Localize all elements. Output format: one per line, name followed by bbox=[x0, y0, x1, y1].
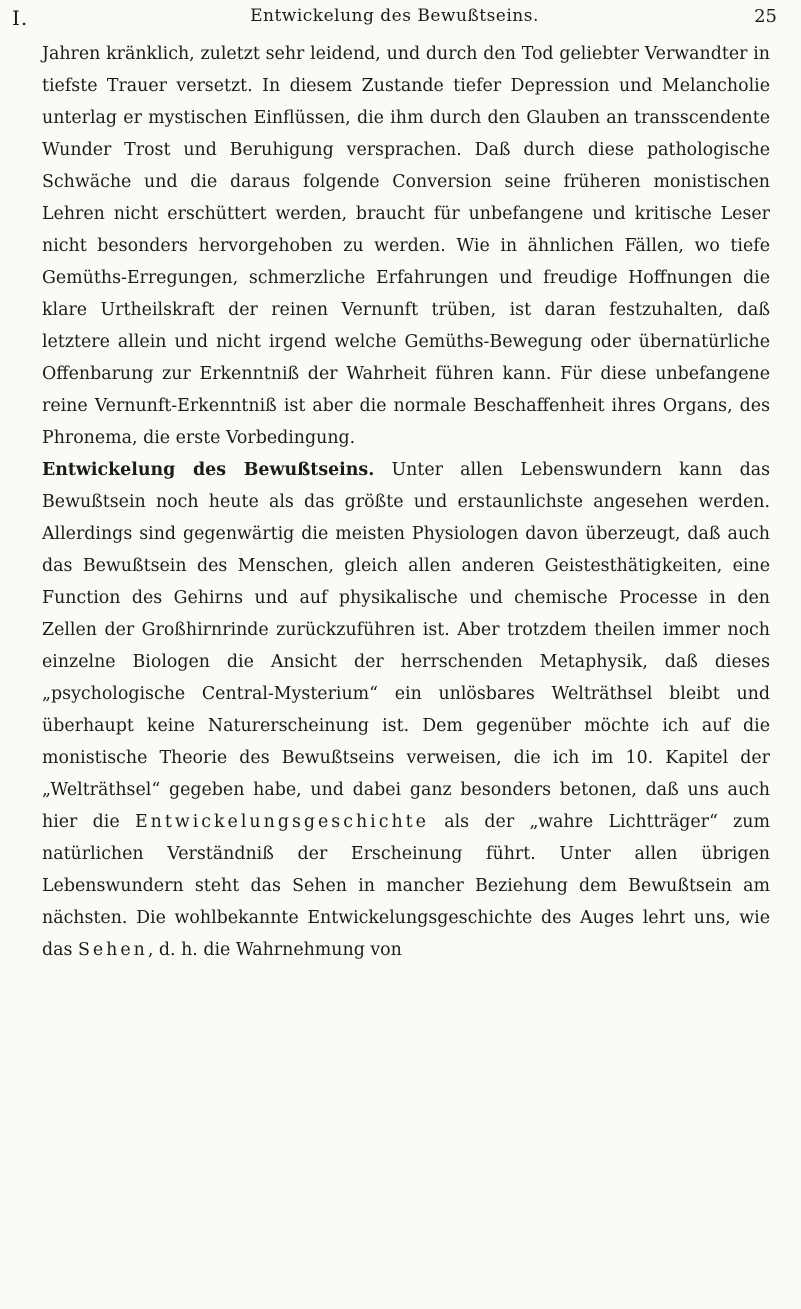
paragraph-2-part-a: Unter allen Lebenswundern kann das Bewußtsein noch heute als das größte und erstaunlichste angesehen werden. Allerdings sind gegenwärtig die meisten Physiologen davon überzeugt, daß auch das Bewußtsein des Menschen, gleich allen anderen Geistesthätigkeiten, eine Function des Gehirns und auf physikalische und chemische Processe in den Zellen der Großhirnrinde zurückzuführen ist. Aber trotzdem theilen immer noch einzelne Biologen die Ansicht der herrschenden Metaphysik, daß dieses „psychologische Central-Mysterium“ ein unlösbares Welträthsel bleibt und überhaupt keine Naturerscheinung ist. Dem gegenüber möchte ich auf die monistische Theorie des Bewußtseins verweisen, die ich im 10. Kapitel der „Welträthsel“ gegeben habe, und dabei ganz besonders betonen, daß uns auch hier die bbox=[42, 460, 770, 832]
paragraph-2-part-c: , d. h. die Wahrnehmung von bbox=[147, 940, 402, 960]
page-header bbox=[12, 4, 777, 30]
paragraph-1: Jahren kränklich, zuletzt sehr leidend, und durch den Tod geliebter Verwandter in tiefste Trauer versetzt. In diesem Zustande tiefer Depression und Melancholie unterlag er mystischen Einflüssen, die ihm durch den Glauben an transscendente Wunder Trost und Beruhigung versprachen. Daß durch diese pathologische Schwäche und die daraus folgende Conversion seine früheren monistischen Lehren nicht erschüttert werden, braucht für unbefangene und kritische Leser nicht besonders hervorgehoben zu werden. Wie in ähnlichen Fällen, wo tiefe Gemüths-Erregungen, schmerzliche Erfahrungen und freudige Hoffnungen die klare Urtheilskraft der reinen Vernunft trüben, ist daran festzuhalten, daß letztere allein und nicht irgend welche Gemüths-Bewegung oder übernatürliche Offenbarung zur Erkenntniß der Wahrheit führen kann. Für diese unbefangene reine Vernunft-Erkenntniß ist aber die normale Beschaffenheit ihres Organs, des Phronema, die erste Vorbedingung. bbox=[42, 44, 770, 448]
page-number: 25 bbox=[754, 6, 777, 27]
section-heading: Entwickelung des Bewußtseins. bbox=[42, 460, 375, 480]
spaced-term-entwickelungsgeschichte: Entwickelungsgeschichte bbox=[134, 812, 429, 832]
spaced-term-sehen: Sehen bbox=[77, 940, 148, 960]
running-title: Entwickelung des Bewußtseins. bbox=[250, 6, 539, 26]
paragraph-2 bbox=[42, 454, 770, 966]
paragraph-2-part-b: als der „wahre Lichtträger“ zum natürlichen Verständniß der Erscheinung führt. Unter allen übrigen Lebenswundern steht das Sehen in mancher Beziehung dem Bewußtsein am nächsten. Die wohlbekannte Entwickelungsgeschichte des Auges lehrt uns, wie das bbox=[42, 812, 770, 960]
body-text bbox=[42, 38, 770, 966]
chapter-number: I. bbox=[12, 6, 29, 30]
